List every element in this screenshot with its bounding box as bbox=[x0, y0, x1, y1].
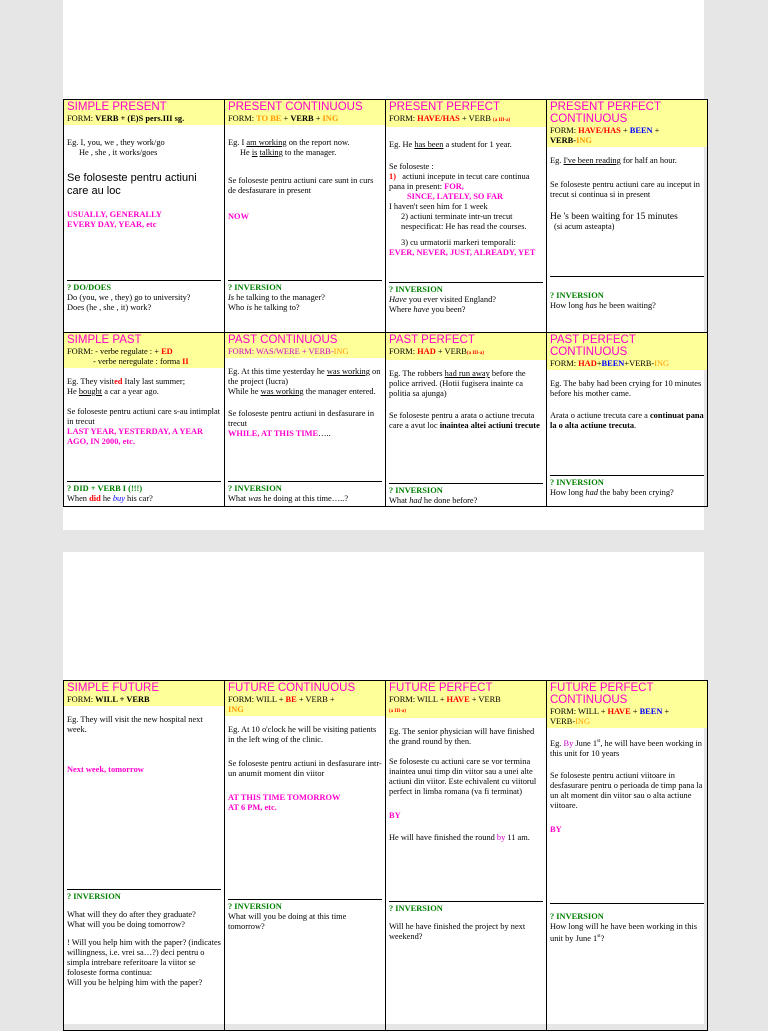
cell-future-perfect-continuous bbox=[547, 681, 708, 1031]
markers-simple-future: Next week, tomorrow bbox=[67, 765, 144, 774]
title-simple-present: SIMPLE PRESENT bbox=[67, 101, 167, 113]
header-future-continuous bbox=[225, 681, 385, 716]
usage-present-perfect: Se foloseste : bbox=[389, 162, 434, 171]
form-simple-past: FORM: - verbe regulate : + ED - verbe neregulate : forma II bbox=[67, 347, 189, 366]
title-present-continuous: PRESENT CONTINUOUS bbox=[228, 101, 363, 113]
markers-simple-present: USUALLY, GENERALLY bbox=[67, 210, 162, 219]
example-future-perfect-continuous: Eg. By June 1st, he will have been working in this unit for 10 years bbox=[550, 738, 702, 758]
usage-simple-past: Se foloseste pentru actiuni care s-au intimplat in trecut bbox=[67, 407, 221, 426]
header-future-perfect-continuous bbox=[547, 681, 707, 728]
usage-item-1-markers: SINCE, LATELY, SO FAR bbox=[407, 192, 504, 201]
form-future-perfect-continuous: FORM: WILL + HAVE + BEEN + VERB-ING bbox=[550, 707, 670, 726]
example-future-perfect: Eg. The senior physician will have finished the grand round by then. bbox=[389, 727, 535, 746]
cell-simple-future bbox=[64, 681, 225, 1031]
question-past-perfect: ? INVERSION What had he done before? bbox=[389, 486, 478, 505]
usage-present-perfect-continuous: Se foloseste pentru actiuni care au inceput in trecut si continua si in present bbox=[550, 180, 700, 199]
header-present-perfect bbox=[386, 100, 546, 127]
example-simple-past: Eg. They visited Italy last summer; bbox=[67, 377, 186, 386]
usage-future-continuous: Se foloseste pentru actiuni in desfasurare intr-un anumit moment din viitor bbox=[228, 759, 382, 778]
question-simple-future: ? INVERSION What will they do after they graduate? What will you be doing tomorrow? ! Will you help him with the paper? (indicates willingness, i.e. vrei sa…?) deci pentru o simpla intrebare referitoare la viitor se foloseste forma continua: Will you be helping him with the paper? bbox=[67, 892, 221, 987]
example-simple-present: Eg. I, you, we , they work/go bbox=[67, 138, 165, 147]
form-present-continuous: FORM: TO BE + VERB + ING bbox=[228, 114, 339, 123]
usage-past-continuous: Se foloseste pentru actiuni in desfasurare in trecut bbox=[228, 409, 375, 428]
usage-simple-present: Se foloseste pentru actiuni care au loc bbox=[67, 172, 197, 197]
question-future-perfect: ? INVERSION Will he have finished the project by next weekend? bbox=[389, 904, 526, 941]
title-past-perfect: PAST PERFECT bbox=[389, 334, 475, 346]
markers-simple-present-2: EVERY DAY, YEAR, etc bbox=[67, 220, 157, 229]
marker-present-continuous: NOW bbox=[228, 212, 249, 221]
question-past-continuous: ? INVERSION What was he doing at this time…..? bbox=[228, 484, 349, 503]
example-present-perfect-continuous: Eg. I've been reading for half an hour. bbox=[550, 156, 677, 165]
cell-simple-present bbox=[64, 100, 225, 333]
example-present-continuous: Eg. I am working on the report now. bbox=[228, 138, 350, 147]
body-simple-future bbox=[64, 706, 224, 889]
form-future-continuous: FORM: WILL + BE + VERB + ING bbox=[228, 695, 335, 714]
example-present-perfect-2: I haven't seen him for 1 week bbox=[389, 202, 488, 211]
title-past-perfect-continuous: PAST PERFECT CONTINUOUS bbox=[550, 334, 636, 358]
example-past-continuous-2: While he was working the manager entered. bbox=[228, 387, 376, 396]
markers-future-continuous-2: AT 6 PM, etc. bbox=[228, 803, 277, 812]
header-past-perfect-continuous bbox=[547, 333, 707, 370]
header-simple-present bbox=[64, 100, 224, 125]
form-present-perfect-continuous: FORM: HAVE/HAS + BEEN + VERB-ING bbox=[550, 126, 660, 145]
question-past-perfect-continuous: ? INVERSION How long had the baby been crying? bbox=[550, 478, 674, 497]
example-simple-future: Eg. They will visit the new hospital next week. bbox=[67, 715, 203, 734]
body-present-continuous bbox=[225, 125, 385, 280]
document-page-1 bbox=[63, 0, 704, 530]
cell-past-continuous bbox=[225, 333, 386, 507]
body-present-perfect-continuous bbox=[547, 147, 707, 276]
form-past-perfect: FORM: HAD + VERB(a III-a) bbox=[389, 347, 484, 356]
body-present-perfect bbox=[386, 127, 546, 282]
divider bbox=[550, 903, 704, 904]
question-simple-present: ? DO/DOES Do (you, we , they) go to university? Does (he , she , it) work? bbox=[67, 283, 191, 312]
example-simple-past-2: He bought a car a year ago. bbox=[67, 387, 159, 396]
example-future-continuous: Eg. At 10 o'clock he will be visiting patients in the left wing of the clinic. bbox=[228, 725, 377, 744]
usage-item-2: 2) actiuni terminate intr-un trecut nespecificat: He has read the courses. bbox=[401, 212, 527, 231]
cell-present-perfect bbox=[386, 100, 547, 333]
cell-future-perfect bbox=[386, 681, 547, 1031]
title-past-continuous: PAST CONTINUOUS bbox=[228, 334, 338, 346]
body-simple-past bbox=[64, 368, 224, 481]
header-present-continuous bbox=[225, 100, 385, 125]
cell-present-continuous bbox=[225, 100, 386, 333]
body-past-perfect bbox=[386, 360, 546, 483]
header-past-continuous bbox=[225, 333, 385, 358]
title-present-perfect: PRESENT PERFECT bbox=[389, 101, 500, 113]
markers-past-continuous: WHILE, AT THIS TIME….. bbox=[228, 429, 331, 438]
usage-past-perfect-continuous: Arata o actiune trecuta care a continuat pana la o alta actiune trecuta. bbox=[550, 411, 704, 430]
tense-table-future bbox=[63, 680, 708, 1031]
body-past-continuous bbox=[225, 358, 385, 481]
marker-future-perfect-continuous: BY bbox=[550, 824, 562, 834]
header-simple-future bbox=[64, 681, 224, 706]
question-future-perfect-continuous: ? INVERSION How long will he have been working in this unit by June 1st? bbox=[550, 912, 698, 943]
form-past-perfect-continuous: FORM: HAD+BEEN+VERB-ING bbox=[550, 359, 670, 368]
title-future-perfect-continuous: FUTURE PERFECT CONTINUOUS bbox=[550, 682, 654, 706]
title-future-perfect: FUTURE PERFECT bbox=[389, 682, 493, 694]
example-simple-present-2: He , she , it works/goes bbox=[79, 148, 158, 157]
body-future-perfect bbox=[386, 718, 546, 901]
example-past-perfect: Eg. The robbers had run away before the police arrived. (Hotii fugisera inainte ca politia sa ajunga) bbox=[389, 369, 526, 398]
document-page-2 bbox=[63, 552, 704, 1024]
header-past-perfect bbox=[386, 333, 546, 360]
title-simple-past: SIMPLE PAST bbox=[67, 334, 142, 346]
body-future-continuous bbox=[225, 716, 385, 891]
divider bbox=[550, 276, 704, 277]
usage-future-perfect: Se foloseste cu actiuni care se vor termina inaintea unui timp din viitor sau a unei alte actiuni din viitor. Este echivalent cu viitorul perfect in limba romana (va fi terminat) bbox=[389, 757, 537, 796]
usage-item-1: 1) actiuni incepute in tecut care continua pana in present: FOR, bbox=[389, 172, 530, 191]
header-future-perfect bbox=[386, 681, 546, 718]
usage-item-3: 3) cu urmatorii markeri temporali: bbox=[401, 238, 516, 247]
form-present-perfect: FORM: HAVE/HAS + VERB (a III-a) bbox=[389, 114, 511, 123]
example-past-perfect-continuous: Eg. The baby had been crying for 10 minutes before his mother came. bbox=[550, 379, 702, 398]
example-present-perfect-continuous-3: (si acum asteapta) bbox=[554, 222, 615, 231]
cell-past-perfect bbox=[386, 333, 547, 507]
markers-present-perfect: EVER, NEVER, JUST, ALREADY, YET bbox=[389, 248, 536, 257]
markers-future-continuous: AT THIS TIME TOMORROW bbox=[228, 793, 341, 802]
usage-past-perfect: Se foloseste pentru a arata o actiune trecuta care a avut loc inaintea altei actiuni trecute bbox=[389, 411, 540, 430]
example-present-continuous-2: He is talking to the manager. bbox=[240, 148, 337, 157]
form-future-perfect: FORM: WILL + HAVE + VERB (a III-a) bbox=[389, 695, 501, 714]
cell-past-perfect-continuous bbox=[547, 333, 708, 507]
question-present-continuous: ? INVERSION Is he talking to the manager? Who is he talking to? bbox=[228, 283, 325, 312]
title-simple-future: SIMPLE FUTURE bbox=[67, 682, 160, 694]
form-simple-future: FORM: WILL + VERB bbox=[67, 695, 150, 704]
example-past-continuous: Eg. At this time yesterday he was working on the project (lucra) bbox=[228, 367, 381, 386]
example-future-perfect-2: He will have finished the round by 11 am. bbox=[389, 833, 530, 842]
marker-future-perfect: BY bbox=[389, 811, 401, 820]
question-present-perfect-continuous: ? INVERSION How long has he been waiting? bbox=[550, 291, 656, 310]
example-present-perfect-continuous-2: He 's been waiting for 15 minutes bbox=[550, 212, 678, 222]
usage-present-continuous: Se foloseste pentru actiuni care sunt in curs de desfasurare in present bbox=[228, 176, 374, 195]
markers-simple-past: LAST YEAR, YESTERDAY, A YEAR AGO, IN 2000, etc. bbox=[67, 427, 204, 446]
body-simple-present bbox=[64, 125, 224, 280]
cell-future-continuous bbox=[225, 681, 386, 1031]
question-future-continuous: ? INVERSION What will you be doing at this time tomorrow? bbox=[228, 902, 347, 931]
question-present-perfect: ? INVERSION Have you ever visited England? Where have you been? bbox=[389, 285, 496, 314]
question-simple-past: ? DID + VERB I (!!!) When did he buy his car? bbox=[67, 484, 153, 503]
header-present-perfect-continuous bbox=[547, 100, 707, 147]
title-present-perfect-continuous: PRESENT PERFECT CONTINUOUS bbox=[550, 101, 661, 125]
body-future-perfect-continuous bbox=[547, 728, 707, 903]
body-past-perfect-continuous bbox=[547, 370, 707, 475]
tense-table-present-past bbox=[63, 99, 708, 507]
form-past-continuous: FORM: WAS/WERE + VERB-ING bbox=[228, 347, 349, 356]
header-simple-past bbox=[64, 333, 224, 368]
form-simple-present: FORM: VERB + (E)S pers.III sg. bbox=[67, 114, 185, 123]
usage-future-perfect-continuous: Se foloseste pentru actiuni viitoare in desfasurare pentru o perioada de timp pana la un alt moment din viitor sau o alta actiune viitoare. bbox=[550, 770, 703, 810]
cell-simple-past bbox=[64, 333, 225, 507]
example-present-perfect: Eg. He has been a student for 1 year. bbox=[389, 140, 512, 149]
title-future-continuous: FUTURE CONTINUOUS bbox=[228, 682, 356, 694]
cell-present-perfect-continuous bbox=[547, 100, 708, 333]
